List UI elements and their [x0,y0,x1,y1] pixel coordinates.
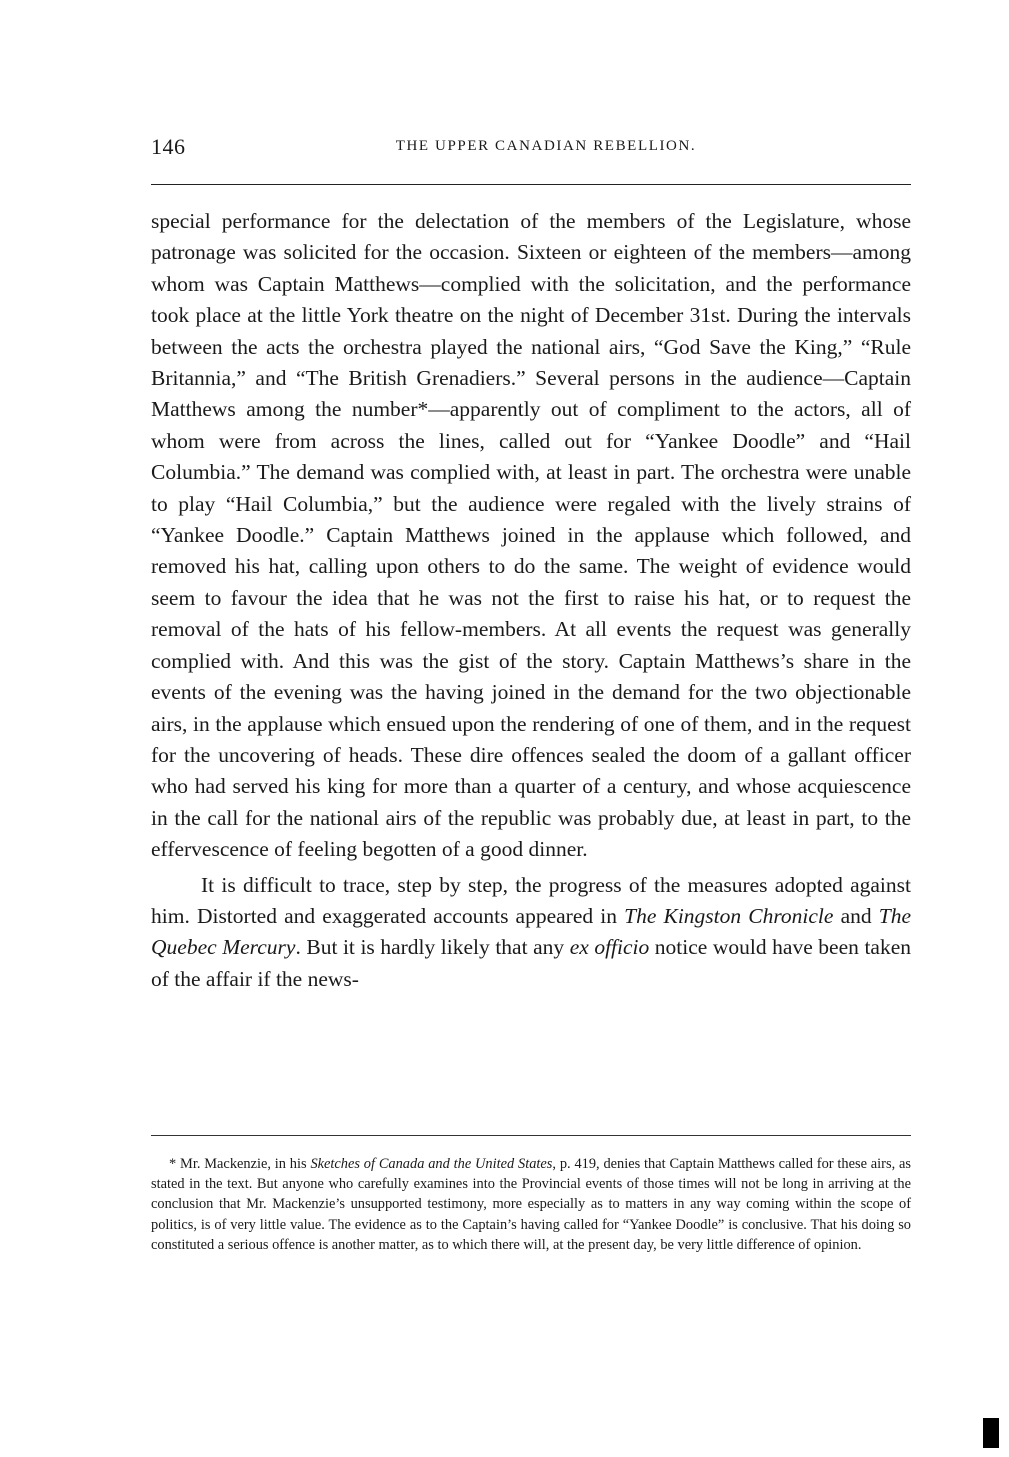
paragraph-text: and [833,903,879,928]
footnote-rule [151,1135,911,1136]
paragraph-text: —apparently out of compliment to the actors, all of whom were from across the lines, called out for “Yankee Doodle” and “Hail Columbia.” The demand was complied with, at least in part. The orchestra were unable to play “Hail Columbia,” but the audience were regaled with the lively strains of “Yankee Doodle.” Captain Matthews joined in the applause which followed, and removed his hat, calling upon others to do the same. The weight of evidence would seem to favour the idea that he was not the first to raise his hat, or to request the removal of the hats of his fellow-members. At all events the request was generally complied with. And this was the gist of the story. Captain Matthews’s share in the events of the evening was the having joined in the demand for the two objectionable airs, in the applause which ensued upon the rendering of one of them, and in the request for the uncovering of heads. These dire offences sealed the doom of a gallant officer who had served his king for more than a quarter of a century, and whose acquiescence in the call for the national airs of the republic was probably due, at least in part, to the effervescence of feeling begotten of a good dinner. [151,397,911,862]
footnote-text: Mr. Mackenzie, in his [176,1156,311,1172]
latin-phrase: ex officio [569,935,650,960]
footnote-marker: * [169,1156,177,1172]
page-header [151,134,911,164]
footnote-text: , p. 419, denies that Captain Matthews called for these airs, as stated in the text. But anyone who carefully examines into the Provincial events of those times will not be long in arriving at the conclusion that Mr. Mackenzie’s unsupported testimony, more especially as to matters in any way coming within the scope of politics, is of very little value. The evidence as to the Captain’s having called for “Yankee Doodle” is conclusive. That his doing so constituted a serious offence is another matter, as to which there will, at the present day, be very little difference of opinion. [151,1156,911,1253]
body-text [151,206,911,995]
footnote-reference: * [417,397,429,422]
paragraph-text: . But it is hardly likely that any [295,935,570,960]
paragraph-text: special performance for the delectation of the members of the Legislature, whose patronage was solicited for the occasion. Sixteen or eighteen of the members—among whom was Captain Matthews—complied with the solicitation, and the performance took place at the little York theatre on the night of December 31st. During the intervals between the acts the orchestra played the national airs, “God Save the King,” “Rule Britannia,” and “The British Grenadiers.” Several persons in the audience—Captain Matthews among the number [151,209,911,422]
scan-corner-mark [983,1418,999,1448]
newspaper-title: The Kingston Chronicle [624,903,834,928]
paragraph [151,870,911,996]
running-title: THE UPPER CANADIAN REBELLION. [395,138,697,154]
header-rule [151,184,911,185]
paragraph-text: It is difficult to trace, step by step, the progress of the measures adopted against him. Distorted and exaggerated accounts appeared in [151,872,911,928]
footnote [151,1154,911,1255]
paragraph [151,206,911,866]
page-number: 146 [151,134,186,159]
newspaper-title: The Quebec Mercury [151,903,911,960]
book-title: Sketches of Canada and the United States [310,1156,553,1172]
paragraph-text: notice would have been taken of the affair if the news- [151,935,911,991]
